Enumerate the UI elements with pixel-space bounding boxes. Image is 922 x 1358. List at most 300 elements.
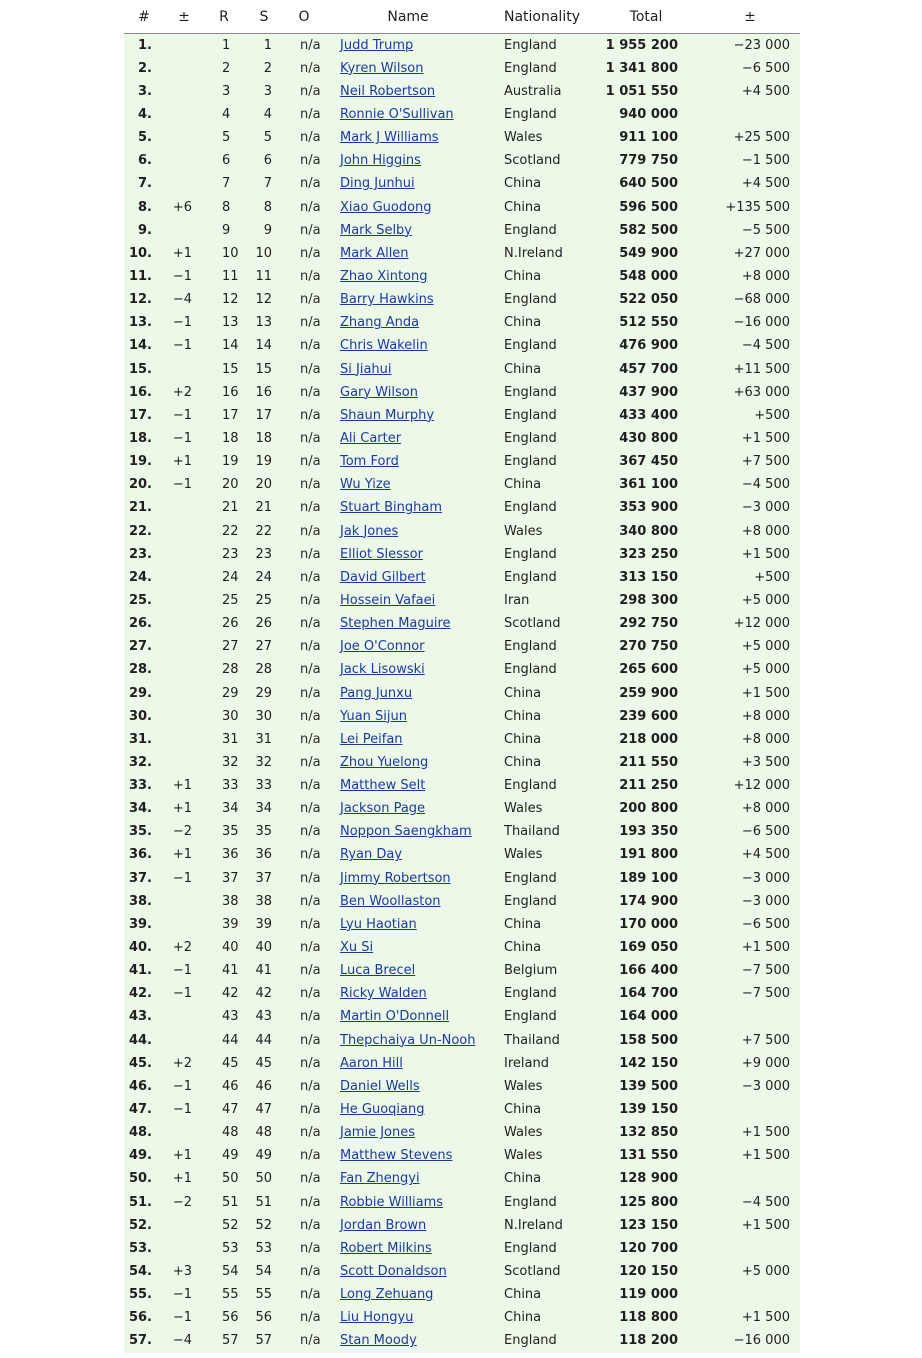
cell-r: 30 (222, 708, 239, 724)
cell-nationality: England (504, 1194, 557, 1210)
player-link[interactable]: Chris Wakelin (340, 338, 428, 354)
cell-total: 193 350 (619, 824, 678, 840)
table-body (124, 34, 800, 1353)
cell-o: n/a (300, 1217, 321, 1233)
cell-r: 50 (222, 1171, 239, 1187)
cell-nationality: Scotland (504, 1264, 561, 1280)
player-link[interactable]: Mark Selby (340, 222, 412, 238)
cell-position-change: −1 (172, 986, 192, 1002)
cell-o: n/a (300, 245, 321, 261)
header-name: Name (324, 0, 492, 34)
cell-total: 191 800 (619, 847, 678, 863)
player-link[interactable]: Zhang Anda (340, 315, 420, 331)
cell-total-change (700, 1167, 800, 1190)
player-link[interactable]: Ricky Walden (340, 986, 427, 1002)
player-link[interactable]: Shaun Murphy (340, 407, 435, 423)
cell-name (324, 1075, 492, 1098)
cell-o: n/a (300, 754, 321, 770)
table-row (124, 658, 800, 681)
cell-s: 1 (263, 37, 272, 53)
cell-name (324, 589, 492, 612)
cell-nationality: China (504, 268, 542, 284)
cell-total-change: +7 500 (741, 454, 790, 470)
cell-s: 23 (255, 546, 272, 562)
player-link[interactable]: Xiao Guodong (340, 199, 432, 215)
cell-total: 211 250 (619, 778, 678, 794)
table-row (124, 913, 800, 936)
cell-r: 21 (222, 500, 239, 516)
cell-total-change: +5 000 (741, 592, 790, 608)
cell-name (324, 450, 492, 473)
cell-total-change: +500 (754, 407, 790, 423)
cell-position: 55. (128, 1287, 152, 1303)
player-link[interactable]: Stan Moody (340, 1333, 417, 1349)
cell-nationality: China (504, 1310, 542, 1326)
cell-nationality: England (504, 384, 557, 400)
cell-position-change (164, 913, 204, 936)
player-link[interactable]: Stuart Bingham (340, 500, 443, 516)
cell-name (324, 473, 492, 496)
cell-name (324, 751, 492, 774)
cell-s: 41 (255, 963, 272, 979)
cell-r: 23 (222, 546, 239, 562)
cell-total: 548 000 (619, 268, 678, 284)
cell-r: 15 (222, 361, 239, 377)
cell-position-change (164, 728, 204, 751)
player-link[interactable]: Long Zehuang (340, 1287, 434, 1303)
cell-name (324, 80, 492, 103)
cell-name (324, 797, 492, 820)
cell-r: 26 (222, 616, 239, 632)
table-row (124, 982, 800, 1005)
cell-r: 3 (222, 83, 231, 99)
cell-s: 30 (255, 708, 272, 724)
cell-s: 40 (255, 940, 272, 956)
cell-position-change: +6 (172, 199, 192, 215)
table-row (124, 728, 800, 751)
cell-total-change: +5 000 (741, 662, 790, 678)
cell-total-change: +1 500 (741, 940, 790, 956)
cell-r: 45 (222, 1055, 239, 1071)
player-link[interactable]: Zhou Yuelong (340, 754, 429, 770)
cell-nationality: England (504, 639, 557, 655)
header-r: R (204, 0, 244, 34)
cell-total-change: +135 500 (725, 199, 790, 215)
cell-position-change: +3 (172, 1264, 192, 1280)
cell-o: n/a (300, 1078, 321, 1094)
cell-nationality: N.Ireland (504, 1217, 563, 1233)
cell-r: 19 (222, 454, 239, 470)
table-row (124, 519, 800, 542)
cell-total-change: −3 000 (741, 870, 790, 886)
cell-r: 55 (222, 1287, 239, 1303)
cell-position: 49. (128, 1148, 152, 1164)
player-link[interactable]: Ryan Day (340, 847, 403, 863)
player-link[interactable]: Yuan Sijun (340, 708, 407, 724)
cell-name (324, 34, 492, 57)
table-row (124, 473, 800, 496)
player-link[interactable]: Tom Ford (340, 454, 399, 470)
cell-position-change (164, 890, 204, 913)
cell-s: 18 (255, 430, 272, 446)
header-position-change: ± (164, 0, 204, 34)
cell-o: n/a (300, 916, 321, 932)
cell-total: 189 100 (619, 870, 678, 886)
cell-position: 10. (128, 245, 152, 261)
cell-r: 4 (222, 106, 231, 122)
cell-position-change (164, 566, 204, 589)
player-link[interactable]: He Guoqiang (340, 1102, 425, 1118)
cell-position-change: +1 (172, 245, 192, 261)
player-link[interactable]: Ding Junhui (340, 176, 415, 192)
cell-total-change: −16 000 (733, 315, 790, 331)
cell-o: n/a (300, 83, 321, 99)
player-link[interactable]: Noppon Saengkham (340, 824, 472, 840)
cell-nationality: England (504, 454, 557, 470)
cell-r: 48 (222, 1125, 239, 1141)
cell-position: 41. (128, 963, 152, 979)
cell-total-change: +63 000 (733, 384, 790, 400)
cell-o: n/a (300, 1148, 321, 1164)
cell-total-change (700, 1098, 800, 1121)
cell-o: n/a (300, 1264, 321, 1280)
player-link[interactable]: Daniel Wells (340, 1078, 420, 1094)
player-link[interactable]: Stephen Maguire (340, 616, 451, 632)
cell-name (324, 1306, 492, 1329)
cell-position: 39. (128, 916, 152, 932)
cell-total-change: −68 000 (733, 292, 790, 308)
cell-s: 35 (255, 824, 272, 840)
player-link[interactable]: Jack Lisowski (340, 662, 425, 678)
cell-position: 12. (128, 292, 152, 308)
cell-total-change: +1 500 (741, 430, 790, 446)
cell-total-change: +1 500 (741, 685, 790, 701)
cell-position-change: −2 (172, 1194, 192, 1210)
player-link[interactable]: Neil Robertson (340, 83, 436, 99)
cell-position-change (164, 1214, 204, 1237)
cell-total-change: +4 500 (741, 847, 790, 863)
cell-position-change: +2 (172, 940, 192, 956)
cell-position: 1. (138, 37, 152, 53)
table-row (124, 450, 800, 473)
cell-total-change: +27 000 (733, 245, 790, 261)
cell-position: 57. (128, 1333, 152, 1349)
table-row (124, 80, 800, 103)
cell-r: 57 (222, 1333, 239, 1349)
player-link[interactable]: Jackson Page (340, 801, 426, 817)
cell-position: 51. (128, 1194, 152, 1210)
cell-o: n/a (300, 963, 321, 979)
cell-nationality: Iran (504, 592, 530, 608)
cell-s: 55 (255, 1287, 272, 1303)
cell-o: n/a (300, 268, 321, 284)
cell-position-change: −1 (172, 870, 192, 886)
cell-r: 8 (222, 199, 231, 215)
player-link[interactable]: Fan Zhengyi (340, 1171, 420, 1187)
cell-s: 27 (255, 639, 272, 655)
cell-position: 22. (128, 523, 152, 539)
cell-o: n/a (300, 1333, 321, 1349)
cell-o: n/a (300, 1009, 321, 1025)
cell-r: 6 (222, 153, 231, 169)
player-link[interactable]: Thepchaiya Un-Nooh (340, 1032, 476, 1048)
cell-nationality: China (504, 361, 542, 377)
cell-position-change (164, 635, 204, 658)
cell-nationality: England (504, 222, 557, 238)
cell-s: 36 (255, 847, 272, 863)
cell-s: 22 (255, 523, 272, 539)
cell-nationality: Ireland (504, 1055, 549, 1071)
cell-o: n/a (300, 1102, 321, 1118)
player-link[interactable]: Ben Woollaston (340, 893, 441, 909)
cell-total-change: −16 000 (733, 1333, 790, 1349)
player-link[interactable]: Matthew Stevens (340, 1148, 453, 1164)
cell-total: 1 051 550 (605, 83, 678, 99)
cell-position: 17. (128, 407, 152, 423)
player-link[interactable]: Barry Hawkins (340, 292, 434, 308)
table-row (124, 126, 800, 149)
cell-nationality: China (504, 477, 542, 493)
cell-position: 34. (128, 801, 152, 817)
cell-s: 32 (255, 754, 272, 770)
cell-s: 16 (255, 384, 272, 400)
table-row (124, 1329, 800, 1352)
cell-s: 50 (255, 1171, 272, 1187)
player-link[interactable]: Mark Allen (340, 245, 409, 261)
cell-name (324, 357, 492, 380)
player-link[interactable]: Martin O'Donnell (340, 1009, 450, 1025)
table-row (124, 774, 800, 797)
cell-o: n/a (300, 940, 321, 956)
player-link[interactable]: Robert Milkins (340, 1240, 432, 1256)
cell-total: 1 955 200 (605, 37, 678, 53)
cell-position: 28. (128, 662, 152, 678)
cell-position: 19. (128, 454, 152, 470)
cell-r: 42 (222, 986, 239, 1002)
cell-total-change: −4 500 (741, 1194, 790, 1210)
cell-r: 2 (222, 60, 231, 76)
player-link[interactable]: Gary Wilson (340, 384, 418, 400)
cell-name (324, 149, 492, 172)
cell-position-change (164, 1121, 204, 1144)
player-link[interactable]: Robbie Williams (340, 1194, 444, 1210)
player-link[interactable]: Wu Yize (340, 477, 391, 493)
cell-position-change (164, 543, 204, 566)
cell-r: 35 (222, 824, 239, 840)
cell-position-change: +1 (172, 801, 192, 817)
cell-position-change: −4 (172, 292, 192, 308)
cell-total: 174 900 (619, 893, 678, 909)
cell-name (324, 1260, 492, 1283)
cell-name (324, 172, 492, 195)
player-link[interactable]: Jordan Brown (340, 1217, 427, 1233)
cell-total-change: −4 500 (741, 338, 790, 354)
cell-name (324, 774, 492, 797)
cell-r: 44 (222, 1032, 239, 1048)
table-row (124, 219, 800, 242)
cell-s: 46 (255, 1078, 272, 1094)
cell-s: 47 (255, 1102, 272, 1118)
cell-position: 3. (138, 83, 152, 99)
table-row (124, 381, 800, 404)
cell-total: 457 700 (619, 361, 678, 377)
cell-s: 20 (255, 477, 272, 493)
cell-name (324, 1167, 492, 1190)
cell-o: n/a (300, 454, 321, 470)
table-row (124, 334, 800, 357)
table-row (124, 1121, 800, 1144)
player-link[interactable]: Jak Jones (340, 523, 399, 539)
cell-s: 51 (255, 1194, 272, 1210)
cell-s: 17 (255, 407, 272, 423)
cell-o: n/a (300, 130, 321, 146)
cell-o: n/a (300, 685, 321, 701)
cell-total-change: −4 500 (741, 477, 790, 493)
cell-total-change: −7 500 (741, 986, 790, 1002)
cell-s: 12 (255, 292, 272, 308)
player-link[interactable]: Zhao Xintong (340, 268, 428, 284)
cell-position: 47. (128, 1102, 152, 1118)
cell-nationality: England (504, 986, 557, 1002)
cell-total-change: +1 500 (741, 546, 790, 562)
cell-name (324, 404, 492, 427)
cell-total-change: −3 000 (741, 1078, 790, 1094)
cell-s: 25 (255, 592, 272, 608)
cell-o: n/a (300, 1125, 321, 1141)
cell-name (324, 543, 492, 566)
cell-name (324, 681, 492, 704)
player-link[interactable]: Luca Brecel (340, 963, 416, 979)
cell-position: 54. (128, 1264, 152, 1280)
cell-position: 23. (128, 546, 152, 562)
cell-r: 9 (222, 222, 231, 238)
cell-total: 119 000 (619, 1287, 678, 1303)
player-link[interactable]: Mark J Williams (340, 130, 439, 146)
cell-position: 44. (128, 1032, 152, 1048)
cell-o: n/a (300, 639, 321, 655)
cell-name (324, 913, 492, 936)
player-link[interactable]: Joe O'Connor (340, 639, 425, 655)
cell-o: n/a (300, 60, 321, 76)
cell-position-change (164, 658, 204, 681)
cell-total-change: +7 500 (741, 1032, 790, 1048)
table-row (124, 1237, 800, 1260)
table-row (124, 936, 800, 959)
cell-position: 33. (128, 778, 152, 794)
cell-position-change: −1 (172, 963, 192, 979)
player-link[interactable]: Ronnie O'Sullivan (340, 106, 454, 122)
player-link[interactable]: Kyren Wilson (340, 60, 424, 76)
cell-total: 582 500 (619, 222, 678, 238)
cell-nationality: England (504, 106, 557, 122)
player-link[interactable]: Aaron Hill (340, 1055, 403, 1071)
cell-r: 20 (222, 477, 239, 493)
player-link[interactable]: Jamie Jones (340, 1125, 416, 1141)
cell-position-change (164, 589, 204, 612)
cell-total: 270 750 (619, 639, 678, 655)
table-row (124, 427, 800, 450)
cell-total: 131 550 (619, 1148, 678, 1164)
cell-r: 22 (222, 523, 239, 539)
cell-o: n/a (300, 176, 321, 192)
cell-nationality: Scotland (504, 616, 561, 632)
cell-name (324, 612, 492, 635)
cell-total-change: +8 000 (741, 268, 790, 284)
player-link[interactable]: Si Jiahui (340, 361, 392, 377)
cell-total-change: +4 500 (741, 176, 790, 192)
cell-nationality: England (504, 430, 557, 446)
player-link[interactable]: Liu Hongyu (340, 1310, 414, 1326)
cell-nationality: England (504, 662, 557, 678)
cell-total-change: +8 000 (741, 801, 790, 817)
cell-position-change (164, 357, 204, 380)
header-nationality: Nationality (492, 0, 592, 34)
cell-r: 33 (222, 778, 239, 794)
cell-s: 38 (255, 893, 272, 909)
player-link[interactable]: Judd Trump (340, 37, 414, 53)
cell-position-change (164, 149, 204, 172)
player-link[interactable]: John Higgins (340, 153, 421, 169)
cell-s: 9 (263, 222, 272, 238)
cell-s: 42 (255, 986, 272, 1002)
cell-position: 21. (128, 500, 152, 516)
cell-position-change (164, 57, 204, 80)
cell-position-change: +1 (172, 454, 192, 470)
cell-position-change: −1 (172, 407, 192, 423)
cell-r: 49 (222, 1148, 239, 1164)
player-link[interactable]: Jimmy Robertson (340, 870, 451, 886)
player-link[interactable]: Ali Carter (340, 430, 402, 446)
cell-total: 158 500 (619, 1032, 678, 1048)
player-link[interactable]: Lyu Haotian (340, 916, 417, 932)
cell-s: 34 (255, 801, 272, 817)
table-row (124, 751, 800, 774)
cell-name (324, 1052, 492, 1075)
cell-name (324, 519, 492, 542)
cell-o: n/a (300, 1194, 321, 1210)
cell-o: n/a (300, 1240, 321, 1256)
player-link[interactable]: Xu Si (340, 940, 374, 956)
table-row (124, 1260, 800, 1283)
player-link[interactable]: Scott Donaldson (340, 1264, 447, 1280)
cell-o: n/a (300, 731, 321, 747)
cell-position: 56. (128, 1310, 152, 1326)
cell-name (324, 103, 492, 126)
player-link[interactable]: Elliot Slessor (340, 546, 423, 562)
cell-nationality: England (504, 60, 557, 76)
cell-total-change: +500 (754, 569, 790, 585)
player-link[interactable]: Matthew Selt (340, 778, 426, 794)
player-link[interactable]: Pang Junxu (340, 685, 413, 701)
player-link[interactable]: Hossein Vafaei (340, 592, 436, 608)
cell-name (324, 566, 492, 589)
cell-nationality: England (504, 37, 557, 53)
cell-name (324, 496, 492, 519)
player-link[interactable]: David Gilbert (340, 569, 426, 585)
cell-name (324, 311, 492, 334)
cell-s: 57 (255, 1333, 272, 1349)
cell-total-change: +9 000 (741, 1055, 790, 1071)
cell-nationality: China (504, 916, 542, 932)
cell-r: 53 (222, 1240, 239, 1256)
cell-o: n/a (300, 986, 321, 1002)
cell-o: n/a (300, 407, 321, 423)
header-total-change: ± (700, 0, 800, 34)
cell-r: 29 (222, 685, 239, 701)
player-link[interactable]: Lei Peifan (340, 731, 403, 747)
cell-total-change: +1 500 (741, 1125, 790, 1141)
cell-nationality: China (504, 1102, 542, 1118)
